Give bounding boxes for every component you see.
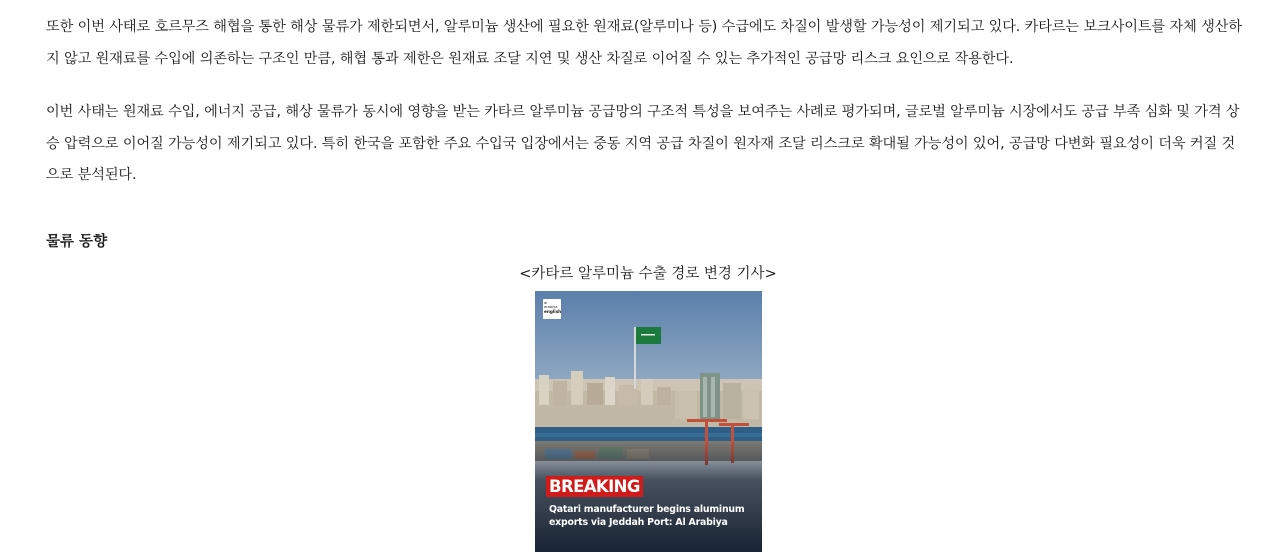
news-article-image[interactable] xyxy=(535,291,762,552)
article-paragraph: 또한 이번 사태로 호르무즈 해협을 통한 해상 물류가 제한되면서, 알루미늄 생산에 필요한 원재료(알루미나 등) 수급에도 차질이 발생할 가능성이 제기되고 있다. 카타르는 보크사이트를 자체 생산하지 않고 원재료를 수입에 의존하는 구조인 만큼, 해협 통과 제한은 원재료 조달 지연 및 생산 차질로 이어질 수 있는 추가적인 공급망 리스크 요인으로 작용한다. xyxy=(46,19,1242,67)
logo-line: english xyxy=(544,309,561,314)
article-paragraph: 이번 사태는 원재료 수입, 에너지 공급, 해상 물류가 동시에 영향을 받는 카타르 알루미늄 공급망의 구조적 특성을 보여주는 사례로 평가되며, 글로벌 알루미늄 시장에서도 공급 부족 심화 및 가격 상승 압력으로 이어질 가능성이 제기되고 있다. 특히 한국을 포함한 주요 수입국 입장에서는 중동 지역 공급 차질이 원자재 조달 리스크로 확대될 가능성이 있어, 공급망 다변화 필요성이 더욱 커질 것으로 분석된다. xyxy=(46,104,1240,183)
breaking-badge: BREAKING xyxy=(546,476,643,497)
news-headline: Qatari manufacturer begins aluminum exports via Jeddah Port: Al Arabiya xyxy=(549,504,745,528)
image-caption: <카타르 알루미늄 수출 경로 변경 기사> xyxy=(519,266,777,282)
article-body xyxy=(46,12,1246,192)
logo-line: al arabiya xyxy=(544,301,558,309)
al-arabiya-logo xyxy=(543,299,561,319)
section-heading: 물류 동향 xyxy=(46,234,108,250)
